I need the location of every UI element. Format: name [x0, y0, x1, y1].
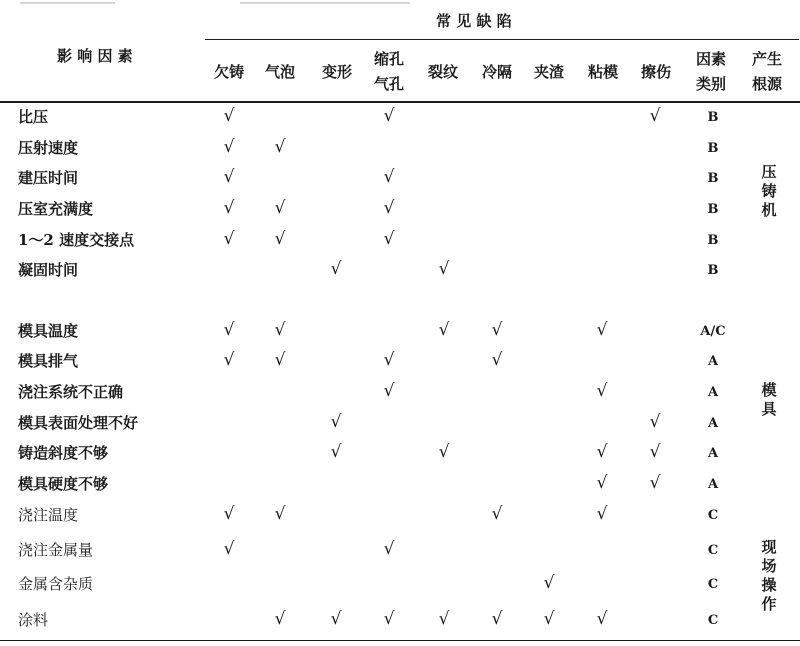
- check-mark: √: [274, 350, 286, 370]
- check-mark: √: [383, 350, 395, 370]
- factor-category: A: [707, 477, 719, 492]
- factor-label: 浇注温度: [18, 506, 79, 524]
- factor-category: C: [707, 577, 719, 592]
- check-mark: √: [491, 350, 503, 370]
- check-mark: √: [649, 442, 661, 462]
- factor-label: 铸造斜度不够: [18, 444, 109, 462]
- factor-category: B: [707, 233, 719, 248]
- factor-label: 模具温度: [18, 322, 79, 340]
- defect-header-9: 擦伤: [641, 63, 672, 81]
- defect-header-7: 夹渣: [534, 63, 565, 81]
- check-mark: √: [438, 442, 450, 462]
- factor-category: C: [707, 613, 719, 628]
- factor-category: B: [707, 202, 719, 217]
- check-mark: √: [438, 609, 450, 629]
- check-mark: √: [330, 609, 342, 629]
- scan-artifact-line: [240, 2, 410, 4]
- check-mark: √: [223, 539, 235, 559]
- factor-label: 浇注系统不正确: [18, 383, 124, 401]
- factor-label: 模具硬度不够: [18, 475, 109, 493]
- check-mark: √: [543, 609, 555, 629]
- factor-category: B: [707, 171, 719, 186]
- defect-header-8: 粘模: [588, 63, 619, 81]
- check-mark: √: [596, 320, 608, 340]
- check-mark: √: [330, 259, 342, 279]
- factor-column-header: 影 响 因 素: [57, 47, 133, 65]
- scan-artifact-line: [20, 2, 115, 4]
- factor-category: A: [707, 385, 719, 400]
- defect-header-1: 欠铸: [214, 63, 245, 81]
- category-header-line-1: 因素: [696, 50, 727, 68]
- check-mark: √: [383, 106, 395, 126]
- factor-category: B: [707, 110, 719, 125]
- factor-category: A/C: [700, 324, 726, 339]
- check-mark: √: [223, 106, 235, 126]
- check-mark: √: [223, 504, 235, 524]
- factor-label: 比压: [18, 108, 49, 126]
- check-mark: √: [383, 229, 395, 249]
- factor-category: B: [707, 263, 719, 278]
- check-mark: √: [649, 412, 661, 432]
- factor-category: C: [707, 543, 719, 558]
- check-mark: √: [223, 320, 235, 340]
- factor-category: A: [707, 416, 719, 431]
- check-mark: √: [491, 320, 503, 340]
- check-mark: √: [383, 167, 395, 187]
- factor-category: B: [707, 141, 719, 156]
- factor-category: A: [707, 354, 719, 369]
- origin-label: 现场操作: [761, 538, 777, 613]
- check-mark: √: [491, 609, 503, 629]
- check-mark: √: [383, 198, 395, 218]
- origin-header-line-1: 产生: [752, 50, 783, 68]
- check-mark: √: [274, 198, 286, 218]
- factor-label: 模具表面处理不好: [18, 414, 139, 432]
- check-mark: √: [491, 504, 503, 524]
- table-bottom-rule: [0, 640, 800, 641]
- check-mark: √: [596, 609, 608, 629]
- factor-label: 浇注金属量: [18, 541, 94, 559]
- origin-header-line-2: 根源: [752, 75, 783, 93]
- defect-header-6: 冷隔: [482, 63, 513, 81]
- check-mark: √: [596, 473, 608, 493]
- factor-category: C: [707, 508, 719, 523]
- check-mark: √: [223, 137, 235, 157]
- factor-label: 1～2 速度交接点: [18, 231, 135, 249]
- factor-label: 建压时间: [18, 169, 79, 187]
- factor-label: 凝固时间: [18, 261, 79, 279]
- defect-header-4-line-1: 缩孔: [374, 50, 405, 68]
- check-mark: √: [274, 229, 286, 249]
- check-mark: √: [438, 320, 450, 340]
- defects-group-rule: [205, 39, 799, 40]
- defect-header-4-line-2: 气孔: [374, 75, 405, 93]
- origin-label: 模具: [761, 381, 777, 418]
- check-mark: √: [223, 198, 235, 218]
- factor-label: 涂料: [18, 611, 49, 629]
- defect-header-5: 裂纹: [428, 63, 459, 81]
- factor-category: A: [707, 446, 719, 461]
- check-mark: √: [223, 350, 235, 370]
- factor-label: 金属含杂质: [18, 575, 94, 593]
- check-mark: √: [274, 320, 286, 340]
- check-mark: √: [543, 573, 555, 593]
- check-mark: √: [596, 442, 608, 462]
- factor-label: 压室充满度: [18, 200, 94, 218]
- check-mark: √: [274, 504, 286, 524]
- check-mark: √: [438, 259, 450, 279]
- check-mark: √: [274, 137, 286, 157]
- check-mark: √: [223, 167, 235, 187]
- check-mark: √: [596, 504, 608, 524]
- category-header-line-2: 类别: [696, 75, 727, 93]
- defect-header-2: 气泡: [265, 63, 296, 81]
- check-mark: √: [383, 539, 395, 559]
- check-mark: √: [596, 381, 608, 401]
- check-mark: √: [383, 609, 395, 629]
- check-mark: √: [383, 381, 395, 401]
- check-mark: √: [330, 412, 342, 432]
- header-bottom-rule: [0, 101, 800, 103]
- defects-group-header: 常 见 缺 陷: [436, 12, 512, 30]
- check-mark: √: [649, 106, 661, 126]
- check-mark: √: [330, 442, 342, 462]
- check-mark: √: [274, 609, 286, 629]
- check-mark: √: [223, 229, 235, 249]
- factor-label: 模具排气: [18, 352, 79, 370]
- defect-header-3: 变形: [322, 63, 353, 81]
- factor-label: 压射速度: [18, 139, 79, 157]
- check-mark: √: [649, 473, 661, 493]
- origin-label: 压铸机: [761, 163, 777, 219]
